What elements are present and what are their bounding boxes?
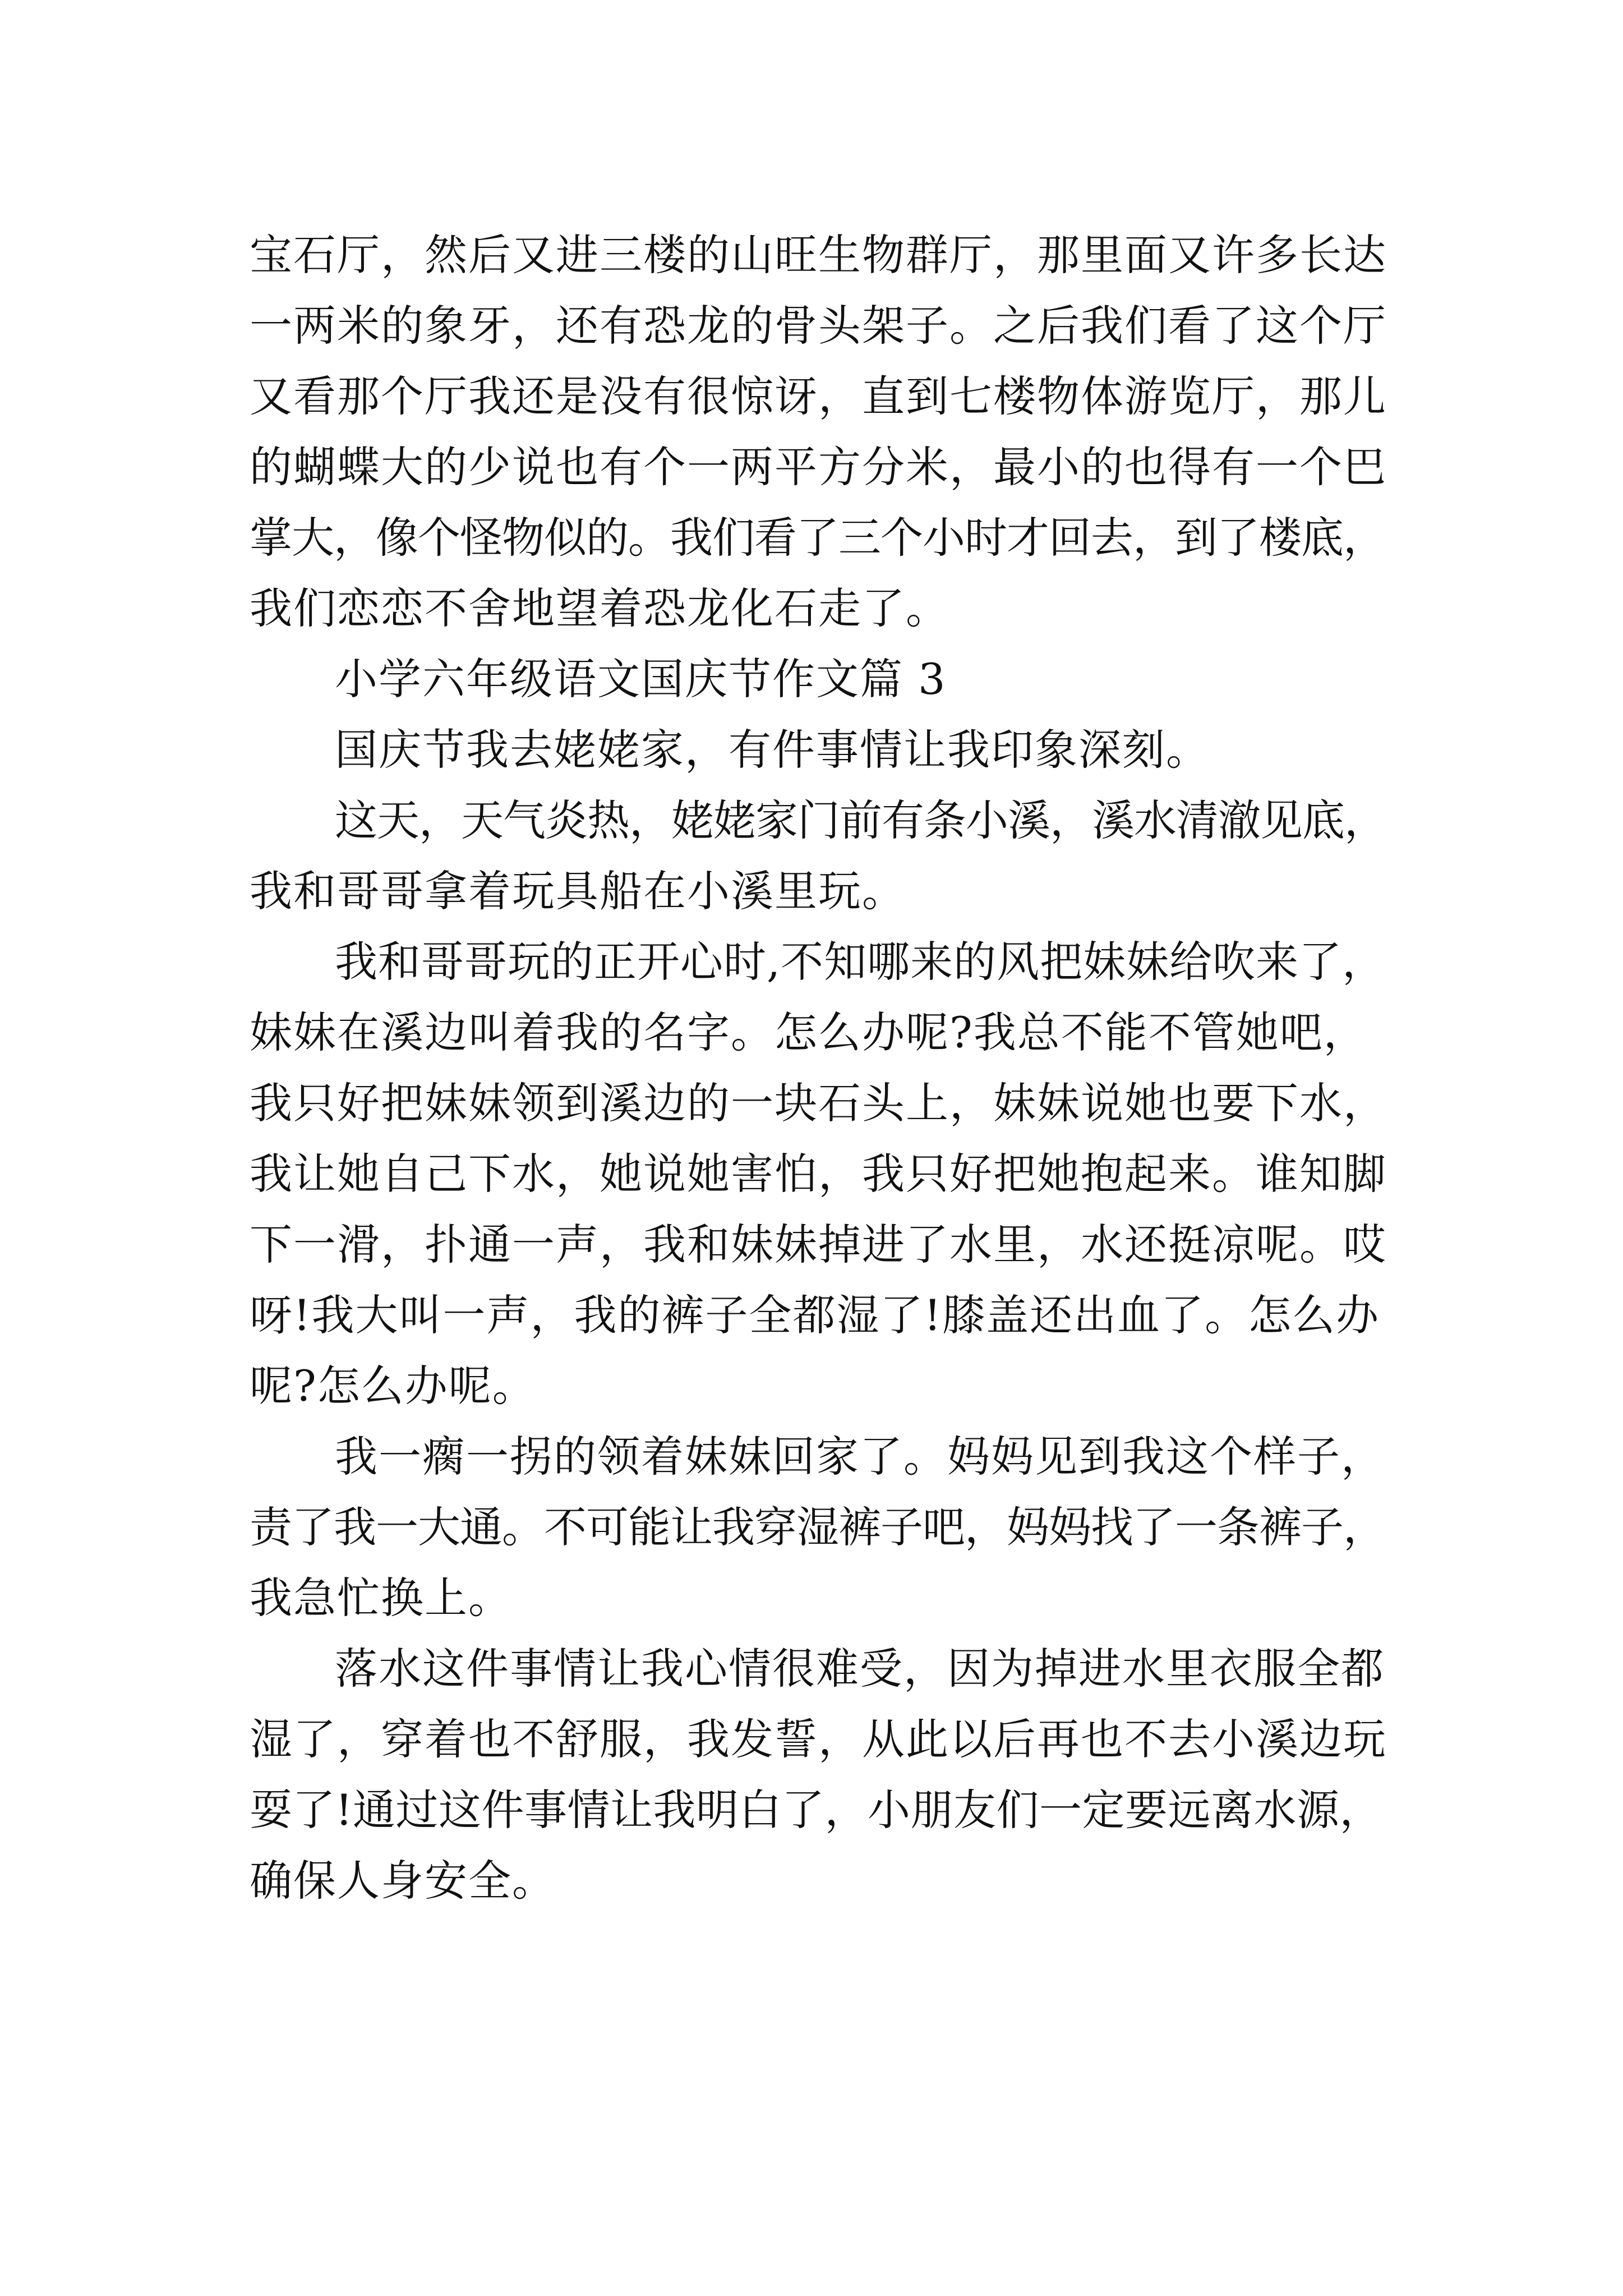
text-line: 我只好把妹妹领到溪边的一块石头上，妹妹说她也要下水， (250, 1078, 1387, 1128)
text-line: 耍了!通过这件事情让我明白了，小朋友们一定要远离水源， (250, 1785, 1383, 1835)
text-line: 国庆节我去姥姥家，有件事情让我印象深刻。 (335, 725, 1210, 775)
text-line: 我急忙换上。 (250, 1573, 512, 1623)
text-line: 又看那个厅我还是没有很惊讶，直到七楼物体游览厅，那儿 (250, 371, 1387, 421)
essay-title: 小学六年级语文国庆节作文篇 3 (335, 654, 947, 704)
text-line: 湿了，穿着也不舒服，我发誓，从此以后再也不去小溪边玩 (250, 1714, 1387, 1764)
text-line: 的蝴蝶大的少说也有个一两平方分米，最小的也得有一个巴 (250, 442, 1387, 492)
text-line: 我一瘸一拐的领着妹妹回家了。妈妈见到我这个样子， (335, 1432, 1385, 1481)
text-line: 我让她自己下水，她说她害怕，我只好把她抱起来。谁知脚 (250, 1149, 1387, 1199)
text-line: 责了我一大通。不可能让我穿湿裤子吧，妈妈找了一条裤子， (250, 1502, 1385, 1552)
text-line: 呀!我大叫一声，我的裤子全都湿了!膝盖还出血了。怎么办 (250, 1290, 1380, 1340)
text-line: 妹妹在溪边叫着我的名字。怎么办呢?我总不能不管她吧， (250, 1007, 1367, 1057)
document-body (250, 220, 1388, 1916)
text-line: 宝石厅，然后又进三楼的山旺生物群厅，那里面又许多长达 (250, 230, 1387, 280)
text-line: 我和哥哥玩的正开心时,不知哪来的风把妹妹给吹来了， (335, 937, 1386, 987)
text-line: 一两米的象牙，还有恐龙的骨头架子。之后我们看了这个厅 (250, 301, 1387, 351)
text-line: 我和哥哥拿着玩具船在小溪里玩。 (250, 866, 906, 916)
text-line: 确保人身安全。 (250, 1856, 556, 1906)
text-line: 我们恋恋不舍地望着恐龙化石走了。 (250, 583, 949, 633)
text-line: 落水这件事情让我心情很难受，因为掉进水里衣服全都 (335, 1644, 1385, 1694)
text-line: 这天，天气炎热，姥姥家门前有条小溪，溪水清澈见底， (335, 795, 1386, 845)
text-line: 呢?怎么办呢。 (250, 1361, 536, 1411)
text-line: 下一滑，扑通一声，我和妹妹掉进了水里，水还挺凉呢。哎 (250, 1220, 1387, 1269)
text-line: 掌大，像个怪物似的。我们看了三个小时才回去，到了楼底， (250, 513, 1385, 563)
